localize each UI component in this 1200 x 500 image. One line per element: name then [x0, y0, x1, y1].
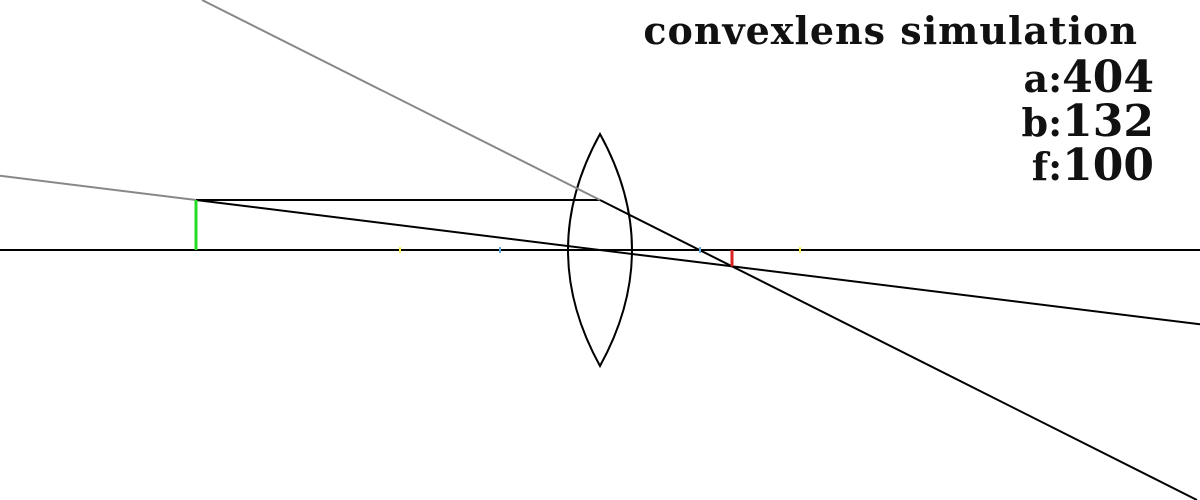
- image-distance-label: b:: [1021, 100, 1063, 145]
- object-distance-readout: [643, 52, 1154, 103]
- object-distance-value: 404: [1062, 52, 1154, 103]
- virtual-ray-extension-center: [0, 176, 196, 200]
- image-distance-value: 132: [1062, 96, 1154, 147]
- object-distance-label: a:: [1023, 56, 1063, 101]
- page-title: convexlens simulation: [643, 8, 1138, 53]
- center-ray: [196, 200, 1200, 324]
- image-distance-readout: [643, 96, 1154, 147]
- refracted-ray: [600, 200, 1197, 500]
- readout-panel: [643, 8, 1154, 191]
- focal-length-value: 100: [1062, 140, 1154, 191]
- virtual-ray-extension: [202, 0, 600, 200]
- focal-length-label: f:: [1031, 144, 1063, 189]
- focal-length-readout: [643, 140, 1154, 191]
